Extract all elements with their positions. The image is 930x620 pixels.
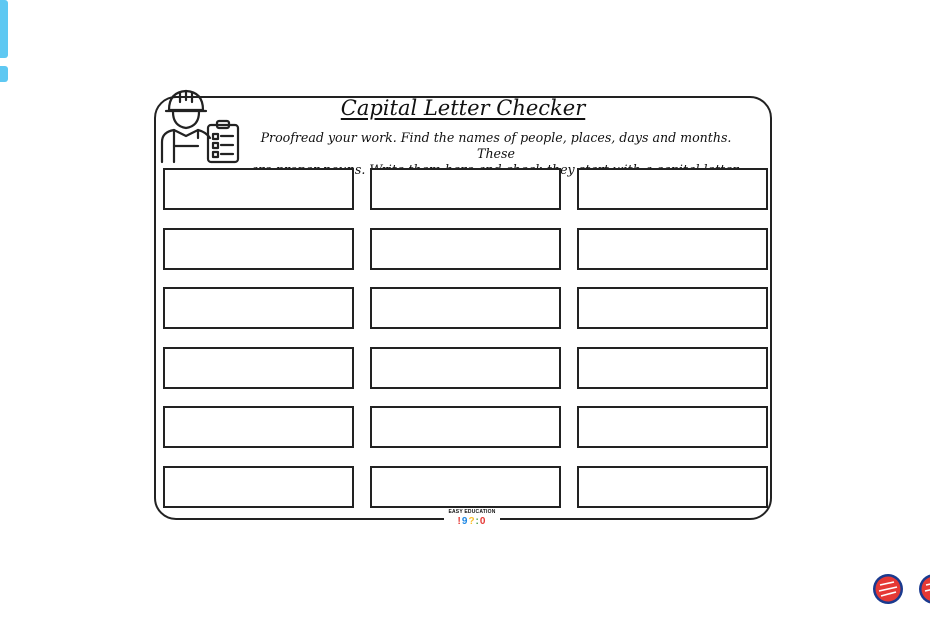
answer-box[interactable] [370,466,561,508]
red-badge-icon [872,573,904,605]
red-badge-icon [918,573,930,605]
answer-box[interactable] [163,406,354,448]
answer-box[interactable] [577,466,768,508]
answer-box[interactable] [370,347,561,389]
answer-box[interactable] [577,287,768,329]
construction-worker-icon [154,86,244,166]
answer-box[interactable] [577,228,768,270]
worksheet [148,86,782,532]
exclamation-accent-icon [0,0,14,86]
answer-box[interactable] [370,228,561,270]
answer-box[interactable] [163,466,354,508]
easy-education-logo [444,509,500,531]
answer-box[interactable] [370,168,561,210]
answer-box[interactable] [163,168,354,210]
answer-box[interactable] [370,287,561,329]
answer-grid [163,168,768,508]
answer-box[interactable] [163,287,354,329]
answer-box[interactable] [163,347,354,389]
instructions-line-1: Proofread your work. Find the names of people, places, days and months. These [260,130,732,161]
logo-text: EASY EDUCATION [448,509,496,515]
logo-glyphs: !9?:0 [457,516,487,527]
answer-box[interactable] [577,168,768,210]
answer-box[interactable] [163,228,354,270]
answer-box[interactable] [577,406,768,448]
page-title: Capital Letter Checker [340,96,586,120]
answer-box[interactable] [577,347,768,389]
answer-box[interactable] [370,406,561,448]
